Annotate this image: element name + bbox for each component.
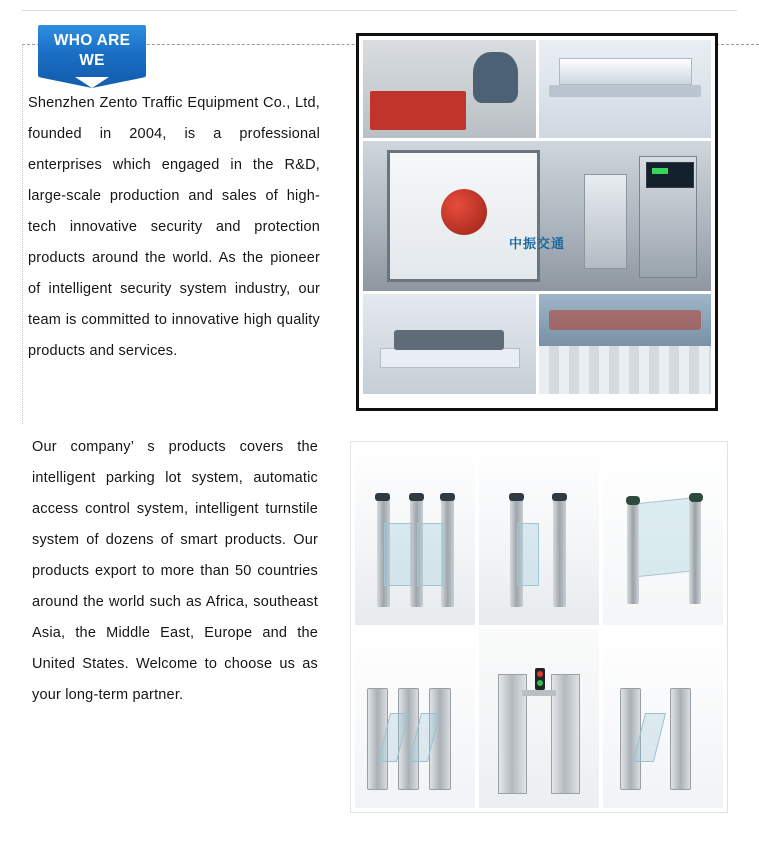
top-divider <box>22 10 737 11</box>
speed-gate-photo <box>479 446 599 625</box>
swing-barrier-gate-photo <box>355 446 475 625</box>
section-banner-who-are-we <box>38 25 146 77</box>
company-logo-mark <box>441 189 487 235</box>
office-workers-photo <box>539 40 712 138</box>
flap-barrier-photo <box>355 629 475 808</box>
products-overview-paragraph: Our company’ s products covers the intelligent parking lot system, automatic access control system, intelligent turnstile system of dozens of smart products. Our products export to more than 50 countries around the world such as Africa, southeast Asia, the Middle East, Europe and the United States. Welcome to choose us as your long-term partner. <box>32 439 318 703</box>
meeting-room-photo <box>363 294 536 394</box>
banner-line-1: WHO ARE <box>53 32 131 49</box>
lobby-led-display <box>646 162 693 188</box>
banner-line-2: WE <box>79 52 105 69</box>
lobby-glass-door <box>387 150 540 282</box>
long-arm-swing-gate-photo <box>603 446 723 625</box>
company-photo-collage <box>356 33 718 411</box>
about-company-paragraph: Shenzhen Zento Traffic Equipment Co., Ltd, founded in 2004, is a professional enterprises which engaged in the R&D, large-scale production and sales of high-tech innovative security and protection products around the world. As the pioneer of intelligent security system industry, our team is committed to innovative high quality products and services. <box>28 95 320 359</box>
left-dotted-guide <box>22 44 24 424</box>
company-logo-text: 中振交通 <box>508 236 565 251</box>
double-swing-gate-photo <box>603 629 723 808</box>
product-photo-grid <box>350 441 728 813</box>
group-team-photo <box>539 294 712 394</box>
tripod-turnstile-photo <box>479 629 599 808</box>
assembly-workbench-photo <box>363 40 536 138</box>
company-lobby-photo <box>363 141 711 291</box>
lobby-turnstile-secondary <box>584 174 628 269</box>
banner-notch-inner <box>75 77 109 88</box>
